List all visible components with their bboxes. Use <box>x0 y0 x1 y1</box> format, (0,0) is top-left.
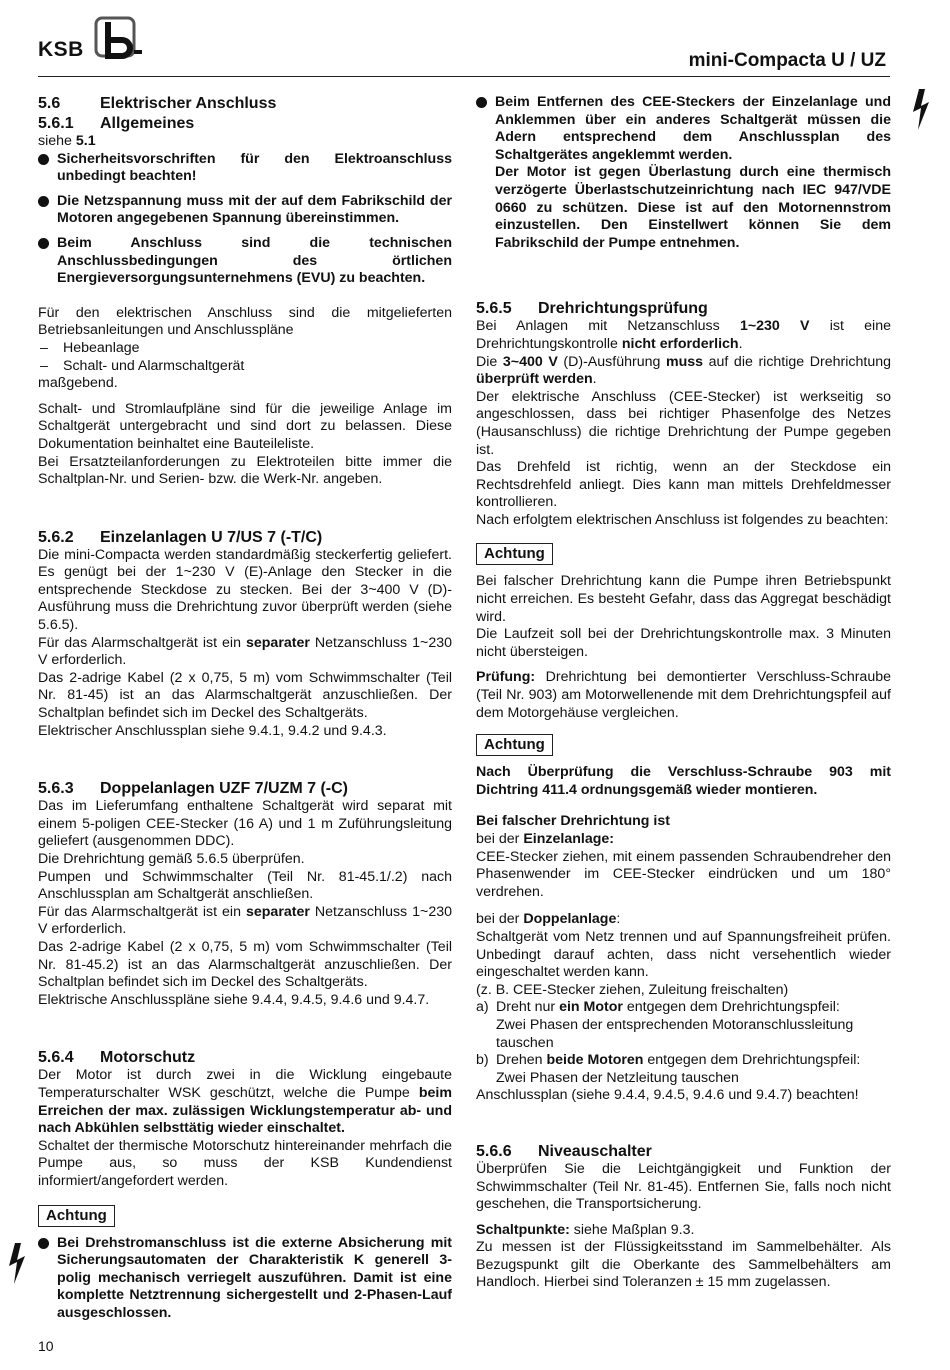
paragraph: Das im Lieferumfang enthaltene Schaltgerät wird separat mit einem 5-poligen CEE-Stecker (16 A) und 1 m Zuführungsleitung geliefert (ausgenommen DDC). <box>38 798 452 850</box>
list-item-b: b) Drehen beide Motoren entgegen dem Drehrichtungspfeil: Zwei Phasen der Netzleitung tauschen <box>476 1052 861 1086</box>
section-heading-5-6-3: 5.6.3 Doppelanlagen UZF 7/UZM 7 (-C) <box>38 780 348 798</box>
paragraph: Prüfung: Drehrichtung bei demontierter Verschluss-Schraube (Teil Nr. 903) am Motorwellenende mit dem Drehrichtungspfeil auf dem Motorgehäuse vergleichen. <box>476 669 891 721</box>
paragraph: Nach Überprüfung die Verschluss-Schraube 903 mit Dichtring 411.4 ordnungsgemäß wieder montieren. <box>476 764 891 798</box>
paragraph: Für das Alarmschaltgerät ist ein separater Netzanschluss 1~230 V erforderlich. <box>38 634 452 669</box>
subheading: Bei falscher Drehrichtung ist <box>476 813 670 830</box>
paragraph: Elektrische Anschlusspläne siehe 9.4.4, 9.4.5, 9.4.6 und 9.4.7. <box>38 991 430 1008</box>
electrical-hazard-icon <box>6 1242 28 1286</box>
warning-label-wrapper <box>38 1205 452 1227</box>
paragraph: Das 2-adrige Kabel (2 x 0,75, 5 m) vom Schwimmschalter (Teil Nr. 81-45.2) ist an das Alarmschaltgerät anzuschließen. Der Schaltplan befindet sich im Deckel des Schaltgeräts. <box>38 938 452 991</box>
achtung-label: Achtung <box>38 1205 115 1227</box>
right-column <box>476 94 891 1292</box>
header-divider <box>38 76 890 77</box>
left-column <box>38 94 452 1322</box>
section-heading-5-6-5: 5.6.5 Drehrichtungsprüfung <box>476 300 708 318</box>
paragraph: Das 2-adrige Kabel (2 x 0,75, 5 m) vom Schwimmschalter (Teil Nr. 81-45) ist an das Alarmschaltgerät anzuschließen. Der Schaltplan befindet sich im Deckel des Schaltgeräts. <box>38 669 452 722</box>
paragraph: maßgebend. <box>38 375 118 392</box>
bullet-dot-icon <box>476 97 487 108</box>
bullet-fuse: Bei Drehstromanschluss ist die externe Absicherung mit Sicherungsautomaten der Charakteristik K generell 3-polig mechanisch verriegelt auszuführen. Damit ist eine komplette Netztrennung sichergestellt und 2-Phasen-Lauf ausgeschlossen. <box>38 1235 452 1323</box>
paragraph: Für das Alarmschaltgerät ist ein separater Netzanschluss 1~230 V erforderlich. <box>38 903 452 938</box>
paragraph: bei der Einzelanlage: <box>476 831 614 847</box>
paragraph: Überprüfen Sie die Leichtgängigkeit und Funktion der Schwimmschalter (Teil Nr. 81-45). Entfernen Sie, falls noch nicht geschehen, die Transportsicherung. <box>476 1160 891 1213</box>
paragraph: (z. B. CEE-Stecker ziehen, Zuleitung freischalten) <box>476 981 789 998</box>
bullet-dot-icon <box>38 238 49 249</box>
bullet-safety: Sicherheitsvorschriften für den Elektroanschluss unbedingt beachten! <box>38 151 452 186</box>
bullet-evu: Beim Anschluss sind die technischen Anschlussbedingungen des örtlichen Energieversorgungsunternehmens (EVU) zu beachten. <box>38 235 452 288</box>
paragraph: Zu messen ist der Flüssigkeitsstand im Sammelbehälter. Als Bezugspunkt gilt die Oberkante des Sammelbehälters am Handloch. Hierbei sind Toleranzen ± 15 mm zugelassen. <box>476 1239 891 1291</box>
paragraph: Die 3~400 V (D)-Ausführung muss auf die richtige Drehrichtung überprüft werden. <box>476 353 891 388</box>
list-item: – Schalt- und Alarmschaltgerät <box>40 357 245 374</box>
paragraph: Schalt- und Stromlaufpläne sind für die jeweilige Anlage im Schaltgerät untergebracht und sind dort zu belassen. Diese Dokumentation beinhaltet eine Bauteileliste. <box>38 400 452 452</box>
bullet-cee-plug: Beim Entfernen des CEE-Steckers der Einzelanlage und Anklemmen über ein anderes Schaltgerät müssen die Adern entsprechend dem Anschlussplan des Schaltgerätes angeklemmt werden. Der Motor ist gegen Überlastung durch eine thermisch verzögerte Überlastschutzeinrichtung nach IEC 947/VDE 0660 zu schützen. Diese ist auf den Motornennstrom einzustellen. Den Einstellwert können Sie dem Fabrikschild der Pumpe entnehmen. <box>476 94 891 252</box>
paragraph: Nach erfolgtem elektrischen Anschluss ist folgendes zu beachten: <box>476 511 889 528</box>
paragraph: Anschlussplan (siehe 9.4.4, 9.4.5, 9.4.6 und 9.4.7) beachten! <box>476 1087 859 1104</box>
achtung-label: Achtung <box>476 734 553 756</box>
paragraph: Elektrischer Anschlussplan siehe 9.4.1, 9.4.2 und 9.4.3. <box>38 722 387 739</box>
bullet-dot-icon <box>38 1238 49 1249</box>
paragraph: Schaltet der thermische Motorschutz hintereinander mehrfach die Pumpe aus, so muss der KSB Kundendienst informiert/angefordert werden. <box>38 1137 452 1189</box>
bullet-dot-icon <box>38 196 49 207</box>
electrical-hazard-icon <box>910 88 932 132</box>
list-item-a: a) Dreht nur ein Motor entgegen dem Drehrichtungspfeil: Zwei Phasen der entsprechenden Motoranschlussleitung tauschen <box>476 999 854 1051</box>
paragraph: Der elektrische Anschluss (CEE-Stecker) ist werkseitig so angeschlossen, dass bei richtiger Phasenfolge des Netzes (Hausanschluss) die richtige Drehrichtung der Pumpe gegeben ist. <box>476 388 891 458</box>
section-heading-5-6-1: 5.6.1 Allgemeines <box>38 115 195 132</box>
paragraph: Der Motor ist durch zwei in die Wicklung eingebaute Temperaturschalter WSK geschützt, welche die Pumpe beim Erreichen der max. zulässigen Wicklungstemperatur ab- und nach Abkühlen selbsttätig wieder einschaltet. <box>38 1067 452 1137</box>
paragraph: Bei Ersatzteilanforderungen zu Elektroteilen bitte immer die Schaltplan-Nr. und Serien- bzw. die Werk-Nr. angeben. <box>38 453 452 488</box>
logo-text: KSB <box>38 38 84 61</box>
bullet-voltage: Die Netzspannung muss mit der auf dem Fabrikschild der Motoren angegebenen Spannung übereinstimmen. <box>38 193 452 228</box>
paragraph: Die Drehrichtung gemäß 5.6.5 überprüfen. <box>38 851 305 867</box>
paragraph: Schaltgerät vom Netz trennen und auf Spannungsfreiheit prüfen. Unbedingt darauf achten, dass nicht versehentlich wieder eingeschaltet werden kann. <box>476 928 891 981</box>
paragraph: bei der Doppelanlage: <box>476 911 621 928</box>
list-item: – Hebeanlage <box>40 339 140 356</box>
section-heading-5-6: 5.6 Elektrischer Anschluss <box>38 95 277 112</box>
paragraph: Die Laufzeit soll bei der Drehrichtungskontrolle max. 3 Minuten nicht übersteigen. <box>476 626 891 660</box>
paragraph: Pumpen und Schwimmschalter (Teil Nr. 81-45.1/.2) nach Anschlussplan am Schaltgerät anschließen. <box>38 868 452 903</box>
section-heading-5-6-2: 5.6.2 Einzelanlagen U 7/US 7 (-T/C) <box>38 528 323 546</box>
paragraph: Das Drehfeld ist richtig, wenn an der Steckdose ein Rechtsdrehfeld anliegt. Dies kann man mittels Drehfeldmesser kontrollieren. <box>476 459 891 511</box>
document-title: mini-Compacta U / UZ <box>688 50 886 71</box>
paragraph: Schaltpunkte: siehe Maßplan 9.3. <box>476 1221 695 1238</box>
paragraph: Bei falscher Drehrichtung kann die Pumpe ihren Betriebspunkt nicht erreichen. Es besteht Gefahr, dass das Aggregat beschädigt wird. <box>476 573 891 625</box>
achtung-label: Achtung <box>476 543 553 565</box>
section-heading-5-6-4: 5.6.4 Motorschutz <box>38 1049 196 1067</box>
warning-label-wrapper <box>476 543 891 565</box>
paragraph: Bei Anlagen mit Netzanschluss 1~230 V ist eine Drehrichtungskontrolle nicht erforderlich. <box>476 318 891 352</box>
page-number: 10 <box>38 1338 54 1354</box>
paragraph: CEE-Stecker ziehen, mit einem passenden Schraubendreher den Phasenwender im CEE-Stecker eindrücken und um 180° verdrehen. <box>476 848 891 900</box>
ksb-logo-mark-icon <box>94 16 172 60</box>
paragraph: Die mini-Compacta werden standardmäßig steckerfertig geliefert. Es genügt bei der 1~230 V (E)-Anlage den Stecker in die entsprechende Steckdose zu stecken. Bei der 3~400 V (D)-Ausführung muss die Drehrichtung zuvor überprüft werden (siehe 5.6.5). <box>38 546 452 634</box>
see-reference: siehe 5.1 <box>38 133 96 149</box>
bullet-dot-icon <box>38 154 49 165</box>
section-heading-5-6-6: 5.6.6 Niveauschalter <box>476 1142 652 1160</box>
warning-label-wrapper <box>476 734 891 756</box>
paragraph: Für den elektrischen Anschluss sind die mitgelieferten Betriebsanleitungen und Anschlusspläne <box>38 304 452 339</box>
